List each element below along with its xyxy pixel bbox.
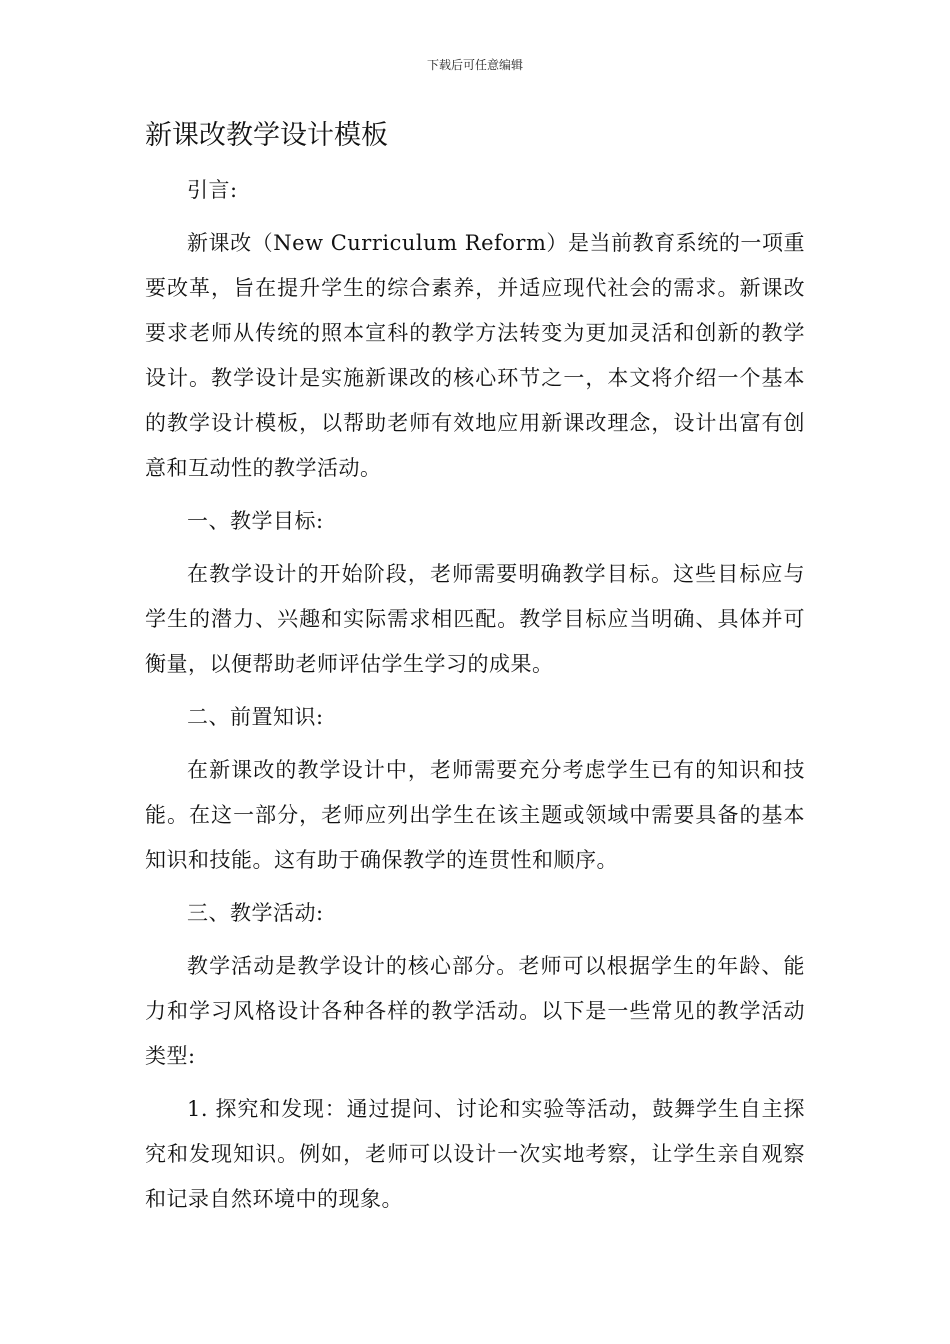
intro-paragraph: 新课改（New Curriculum Reform）是当前教育系统的一项重要改革，旨在提升学生的综合素养，并适应现代社会的需求。新课改要求老师从传统的照本宣科的教学方法转变为更加灵活和创新的教学设计。教学设计是实施新课改的核心环节之一，本文将介绍一个基本的教学设计模板，以帮助老师有效地应用新课改理念，设计出富有创意和互动性的教学活动。 [145, 231, 805, 480]
objectives-paragraph: 在教学设计的开始阶段，老师需要明确教学目标。这些目标应与学生的潜力、兴趣和实际需求相匹配。教学目标应当明确、具体并可衡量，以便帮助老师评估学生学习的成果。 [145, 562, 805, 676]
page-header-note: 下载后可任意编辑 [426, 58, 523, 72]
activities-paragraph: 教学活动是教学设计的核心部分。老师可以根据学生的年龄、能力和学习风格设计各种各样的教学活动。以下是一些常见的教学活动类型: [145, 954, 805, 1068]
section-heading-activities: 三、教学活动: [187, 901, 324, 925]
intro-heading: 引言: [187, 178, 238, 202]
activity-item-1: 1. 探究和发现：通过提问、讨论和实验等活动，鼓舞学生自主探究和发现知识。例如，老师可以设计一次实地考察，让学生亲自观察和记录自然环境中的现象。 [145, 1097, 805, 1211]
section-heading-objectives: 一、教学目标: [187, 509, 324, 533]
prior-knowledge-paragraph: 在新课改的教学设计中，老师需要充分考虑学生已有的知识和技能。在这一部分，老师应列出学生在该主题或领域中需要具备的基本知识和技能。这有助于确保教学的连贯性和顺序。 [145, 758, 805, 872]
document-body [145, 168, 805, 1230]
document-title: 新课改教学设计模板 [145, 120, 388, 151]
section-heading-prior-knowledge: 二、前置知识: [187, 705, 324, 729]
